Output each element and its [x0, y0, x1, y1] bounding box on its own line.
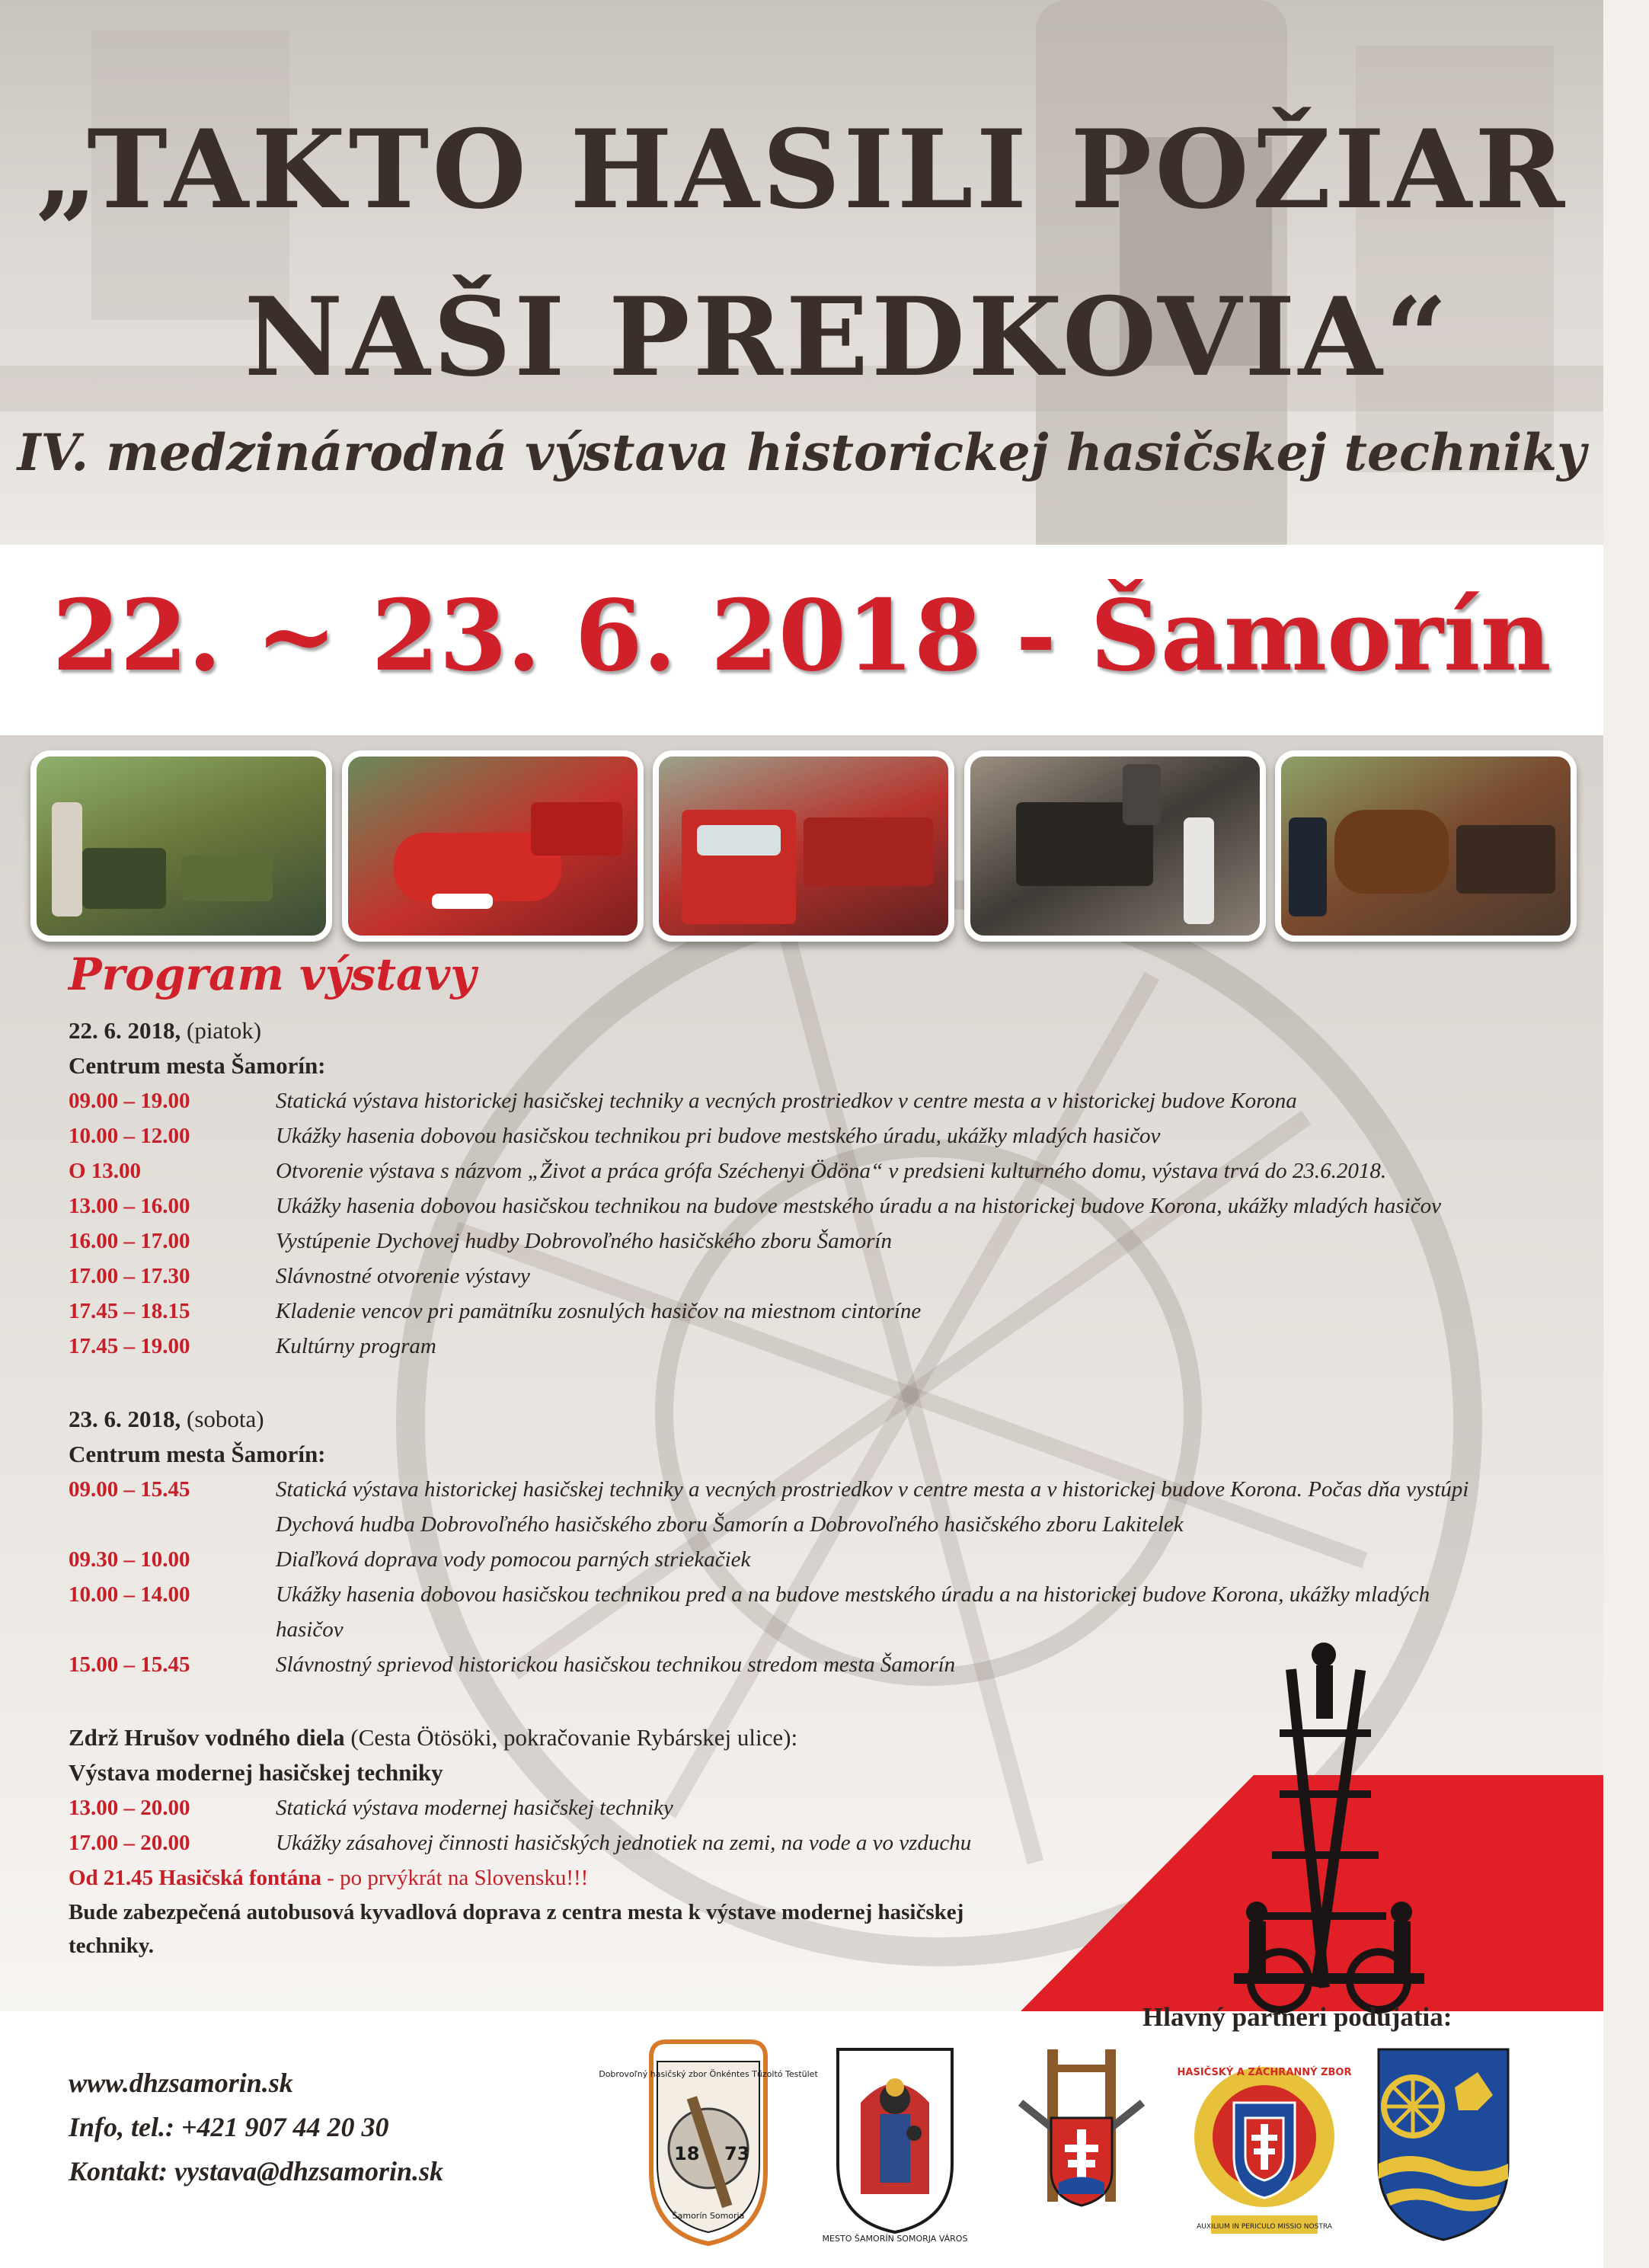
phone-info: Info, tel.: +421 907 44 20 30: [69, 2112, 389, 2142]
fire-rescue-emblem-logo: [1013, 2042, 1150, 2247]
schedule-time: 13.00 – 16.00: [69, 1194, 190, 1218]
schedule-row: [69, 1153, 1539, 1188]
day2-weekday: (sobota): [187, 1406, 264, 1432]
schedule-time: O 13.00: [69, 1159, 142, 1183]
program-schedule: [69, 1013, 1539, 1963]
schedule-text: Slávnostný sprievod historickou hasičskou technikou stredom mesta Šamorín: [276, 1652, 956, 1677]
schedule-text: Statická výstava historickej hasičskej techniky a vecných prostriedkov v centre mesta a v historickej budove Korona. Počas dňa vystúpi Dychová hudba Dobrovoľného hasičského zboru Šamorín a Dobrovoľného hasičského zboru Lakitelek: [276, 1477, 1469, 1537]
schedule-time: 17.45 – 18.15: [69, 1299, 190, 1323]
schedule-row: [69, 1224, 1539, 1259]
schedule-text: Otvorenie výstava s názvom „Život a práca grófa Széchenyi Ödöna“ v predsieni kulturného domu, výstava trvá do 23.6.2018.: [276, 1159, 1387, 1183]
schedule-row: [69, 1259, 1539, 1294]
main-title-line2: NAŠI PREDKOVIA“: [244, 274, 1451, 401]
photo-horse-carriage: [1275, 750, 1577, 942]
photo-steam-pump: [964, 750, 1266, 942]
dam-venue-name: Zdrž Hrušov vodného diela: [69, 1724, 345, 1751]
dhz-logo-year-left: 18: [674, 2143, 700, 2164]
schedule-text: Vystúpenie Dychovej hudby Dobrovoľného hasičského zboru Šamorín: [276, 1229, 892, 1253]
schedule-time: 15.00 – 15.45: [69, 1652, 190, 1677]
day1-heading: [69, 1013, 1539, 1048]
schedule-row: [69, 1472, 1539, 1542]
schedule-text: Statická výstava modernej hasičskej techniky: [276, 1796, 673, 1820]
day1-weekday: (piatok): [187, 1017, 262, 1044]
contact-block: [69, 2061, 443, 2193]
schedule-row: [69, 1577, 1539, 1647]
schedule-text: Ukážky hasenia dobovou hasičskou technikou na budove mestského úradu a na historickej budove Korona, ukážky mladých hasičov: [276, 1194, 1441, 1218]
schedule-row: [69, 1825, 1539, 1860]
dam-venue-address: (Cesta Ötösöki, pokračovanie Rybárskej ulice):: [344, 1724, 798, 1751]
schedule-time: 09.30 – 10.00: [69, 1547, 190, 1572]
schedule-text: Diaľková doprava vody pomocou parných striekačiek: [276, 1547, 751, 1572]
main-title-line1: „TAKTO HASILI POŽIAR: [35, 107, 1568, 233]
mesto-logo-text: MESTO ŠAMORÍN SOMORJA VÁROS: [822, 2234, 968, 2244]
program-title: Program výstavy: [69, 948, 476, 1000]
hasicsky-zachranny-zbor-logo: [1177, 2042, 1352, 2247]
day2-date: 23. 6. 2018,: [69, 1406, 181, 1432]
schedule-text: Kultúrny program: [276, 1334, 436, 1358]
schedule-time: 09.00 – 15.45: [69, 1477, 190, 1502]
fountain-announcement: [69, 1860, 1539, 1895]
day1-date: 22. 6. 2018,: [69, 1017, 181, 1044]
schedule-row: [69, 1083, 1539, 1118]
schedule-time: 13.00 – 20.00: [69, 1796, 190, 1820]
schedule-time: 17.00 – 20.00: [69, 1831, 190, 1855]
photo-parade-tractors: [30, 750, 332, 942]
email-contact[interactable]: Kontakt: vystava@dhzsamorin.sk: [69, 2156, 444, 2186]
fountain-time: Od 21.45 Hasičská fontána: [69, 1866, 321, 1890]
schedule-text: Ukážky hasenia dobovou hasičskou technikou pred a na budove mestského úradu a na historickej budove Korona, ukážky mladých hasičov: [276, 1582, 1430, 1642]
dhz-logo-text: Dobrovoľný hasičský zbor Önkéntes Tűzoltó Testület: [599, 2069, 818, 2079]
schedule-row: [69, 1542, 1539, 1577]
dhz-logo-town: Šamorín Somorja: [672, 2211, 745, 2221]
schedule-row: [69, 1790, 1539, 1825]
schedule-time: 16.00 – 17.00: [69, 1229, 190, 1253]
hzz-logo-motto: AUXILIUM IN PERICULO MISSIO NOSTRA: [1197, 2223, 1332, 2231]
partners-label: Hlavný partneri podujatia:: [1142, 2002, 1452, 2032]
schedule-text: Ukážky zásahovej činnosti hasičských jednotiek na zemi, na vode a vo vzduchu: [276, 1831, 972, 1855]
dhz-logo-year-right: 73: [724, 2143, 750, 2164]
trnava-region-logo: [1371, 2042, 1516, 2247]
photo-strip: [30, 750, 1577, 937]
hzz-logo-text: HASIČSKÝ A ZÁCHRANNÝ ZBOR: [1177, 2067, 1352, 2078]
schedule-time: 17.45 – 19.00: [69, 1334, 190, 1358]
day1-venue: Centrum mesta Šamorín:: [69, 1052, 326, 1079]
day2-venue: Centrum mesta Šamorín:: [69, 1441, 326, 1467]
schedule-row: [69, 1329, 1539, 1364]
schedule-time: 10.00 – 14.00: [69, 1582, 190, 1607]
fountain-note: - po prvýkrát na Slovensku!!!: [321, 1866, 589, 1890]
dam-subtitle: Výstava modernej hasičskej techniky: [69, 1759, 443, 1786]
schedule-text: Statická výstava historickej hasičskej techniky a vecných prostriedkov v centre mesta a v historickej budove Korona: [276, 1089, 1297, 1113]
event-dates-place: 22. ~ 23. 6. 2018 - Šamorín: [52, 579, 1552, 693]
dhz-samorin-logo: [599, 2042, 818, 2247]
schedule-row: [69, 1294, 1539, 1329]
mesto-samorin-logo: [822, 2042, 968, 2247]
schedule-text: Ukážky hasenia dobovou hasičskou technikou pri budove mestského úradu, ukážky mladých hasičov: [276, 1124, 1161, 1148]
schedule-time: 10.00 – 12.00: [69, 1124, 190, 1148]
photo-fire-trucks-hasici: [653, 750, 954, 942]
schedule-row: [69, 1118, 1539, 1153]
event-subtitle: IV. medzinárodná výstava historickej hasičskej techniky: [17, 423, 1587, 482]
website-link[interactable]: www.dhzsamorin.sk: [69, 2068, 293, 2098]
photo-red-vintage-car: [342, 750, 644, 942]
day2-heading: [69, 1402, 1539, 1437]
schedule-row: [69, 1647, 1539, 1682]
schedule-time: 09.00 – 19.00: [69, 1089, 190, 1113]
schedule-time: 17.00 – 17.30: [69, 1264, 190, 1288]
bus-note: Bude zabezpečená autobusová kyvadlová doprava z centra mesta k výstave modernej hasičskej techniky.: [69, 1900, 964, 1958]
schedule-text: Slávnostné otvorenie výstavy: [276, 1264, 530, 1288]
schedule-row: [69, 1188, 1539, 1224]
dam-venue: [69, 1720, 1539, 1755]
schedule-text: Kladenie vencov pri pamätníku zosnulých hasičov na miestnom cintoríne: [276, 1299, 922, 1323]
